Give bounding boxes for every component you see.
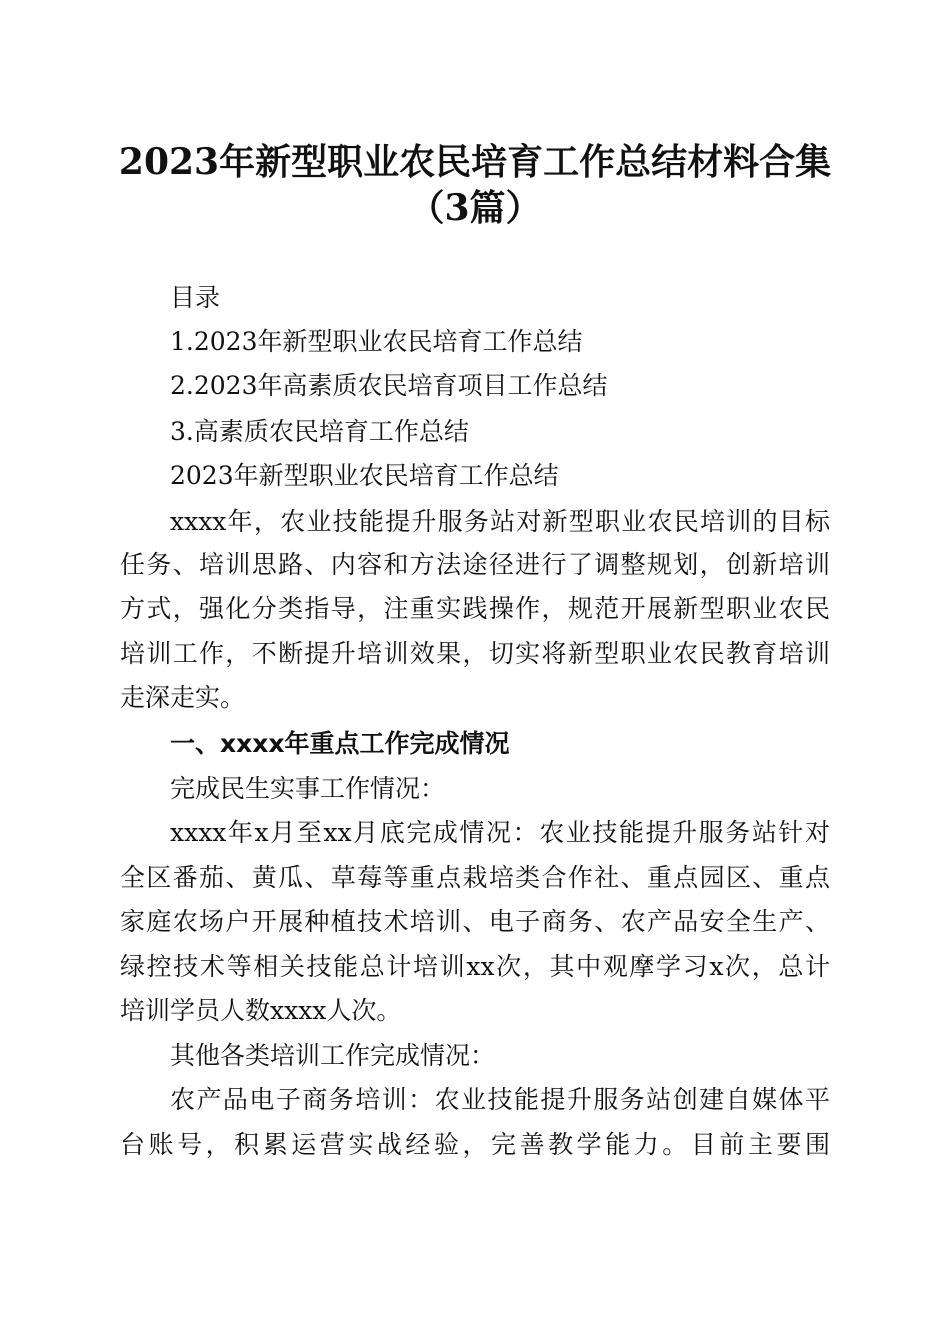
intro-line-1: xxxx年，农业技能提升服务站对新型职业农民培训的目标 [170, 507, 830, 536]
intro-line-4: 培训工作，不断提升培训效果，切实将新型职业农民教育培训 [120, 639, 830, 668]
document-title-line-2: （3篇） [408, 187, 542, 229]
para2-line-3: 家庭农场户开展种植技术培训、电子商务、农产品安全生产、 [120, 907, 830, 936]
intro-line-5: 走深走实。 [120, 683, 246, 712]
intro-line-2: 任务、培训思路、内容和方法途径进行了调整规划，创新培训 [120, 550, 830, 579]
toc-label: 目录 [170, 283, 221, 312]
section-title: 2023年新型职业农民培育工作总结 [170, 461, 559, 490]
intro-line-3: 方式，强化分类指导，注重实践操作，规范开展新型职业农民 [120, 594, 830, 623]
para2-line-2: 全区番茄、黄瓜、草莓等重点栽培类合作社、重点园区、重点 [120, 863, 830, 892]
toc-item-2: 2.2023年高素质农民培育项目工作总结 [170, 371, 608, 400]
toc-item-3: 3.高素质农民培育工作总结 [170, 417, 469, 446]
document-title-line-1: 2023年新型职业农民培育工作总结材料合集 [118, 141, 832, 183]
para2-line-4: 绿控技术等相关技能总计培训xx次，其中观摩学习x次，总计 [120, 952, 830, 981]
para2-line-1: xxxx年x月至xx月底完成情况：农业技能提升服务站针对 [170, 818, 830, 847]
para2-line-5: 培训学员人数xxxx人次。 [120, 996, 402, 1025]
toc-item-1: 1.2023年新型职业农民培育工作总结 [170, 327, 583, 356]
heading-key-work: 一、xxxx年重点工作完成情况 [170, 729, 510, 758]
para3-line-1: 农产品电子商务培训：农业技能提升服务站创建自媒体平 [170, 1085, 830, 1114]
subhead-other-training: 其他各类培训工作完成情况： [170, 1041, 496, 1070]
subhead-livelihood: 完成民生实事工作情况： [170, 774, 446, 803]
para3-line-2: 台账号，积累运营实战经验，完善教学能力。目前主要围 [120, 1130, 830, 1159]
